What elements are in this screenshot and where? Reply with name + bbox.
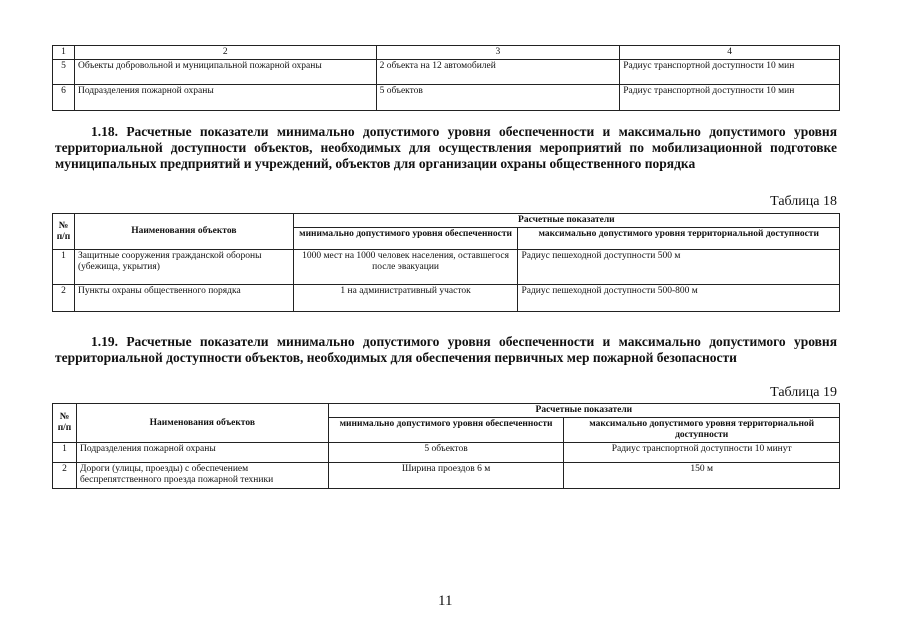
- table-17-continuation: [52, 45, 840, 111]
- table-19-caption: Таблица 19: [770, 385, 837, 400]
- max-value: Радиус транспортной доступности 10 мин: [620, 60, 840, 85]
- section-119-heading: [55, 334, 837, 366]
- col-name-header: Наименования объектов: [74, 214, 293, 250]
- col-num-header: № п/п: [53, 404, 77, 443]
- row-number: 2: [53, 285, 75, 312]
- col-name-header: Наименования объектов: [76, 404, 328, 443]
- table-18-caption: Таблица 18: [770, 194, 837, 209]
- object-name: Пункты охраны общественного порядка: [74, 285, 293, 312]
- section-118-heading-text: 1.18. Расчетные показатели минимально допустимого уровня обеспеченности и максимально допустимого уровня территориальной доступности объектов, необходимых для осуществления мероприятий по мобилизационной подготовке муниципальных предприятий и учреждений, объектов для организации охраны общественного порядка: [55, 124, 837, 171]
- table-18: [52, 213, 840, 312]
- header-cell: 2: [74, 46, 376, 60]
- object-name: Защитные сооружения гражданской обороны (убежища, укрытия): [74, 250, 293, 285]
- min-value: 1 на административный участок: [293, 285, 518, 312]
- max-value: 150 м: [564, 463, 840, 489]
- col-max-header: максимально допустимого уровня территориальной доступности: [518, 228, 840, 250]
- max-value: Радиус пешеходной доступности 500-800 м: [518, 285, 840, 312]
- min-value: 5 объектов: [328, 443, 564, 463]
- col-min-header: минимально допустимого уровня обеспеченности: [328, 418, 564, 443]
- page-number: 11: [438, 593, 453, 609]
- header-cell: 4: [620, 46, 840, 60]
- max-value: Радиус транспортной доступности 10 мин: [620, 85, 840, 111]
- object-name: Объекты добровольной и муниципальной пожарной охраны: [74, 60, 376, 85]
- row-number: 1: [53, 250, 75, 285]
- row-number: 5: [53, 60, 75, 85]
- row-number: 2: [53, 463, 77, 489]
- min-value: Ширина проездов 6 м: [328, 463, 564, 489]
- section-118-heading: [55, 124, 837, 172]
- col-group-header: Расчетные показатели: [293, 214, 839, 228]
- object-name: Дороги (улицы, проезды) с обеспечением беспрепятственного проезда пожарной техники: [76, 463, 328, 489]
- col-min-header: минимально допустимого уровня обеспеченности: [293, 228, 518, 250]
- min-value: 1000 мест на 1000 человек населения, оставшегося после эвакуации: [293, 250, 518, 285]
- max-value: Радиус транспортной доступности 10 минут: [564, 443, 840, 463]
- section-119-heading-text: 1.19. Расчетные показатели минимально допустимого уровня обеспеченности и максимально допустимого уровня территориальной доступности объектов, необходимых для обеспечения первичных мер пожарной безопасности: [55, 334, 837, 365]
- max-value: Радиус пешеходной доступности 500 м: [518, 250, 840, 285]
- row-number: 1: [53, 443, 77, 463]
- min-value: 5 объектов: [376, 85, 620, 111]
- header-cell: 3: [376, 46, 620, 60]
- col-max-header: максимально допустимого уровня территориальной доступности: [564, 418, 840, 443]
- min-value: 2 объекта на 12 автомобилей: [376, 60, 620, 85]
- table-row: [53, 463, 840, 489]
- table-row: [53, 85, 840, 111]
- table-row: [53, 250, 840, 285]
- table-row: [53, 285, 840, 312]
- col-group-header: Расчетные показатели: [328, 404, 839, 418]
- row-number: 6: [53, 85, 75, 111]
- table-row: [53, 60, 840, 85]
- object-name: Подразделения пожарной охраны: [76, 443, 328, 463]
- table-row: [53, 443, 840, 463]
- header-cell: 1: [53, 46, 75, 60]
- table-19: [52, 403, 840, 489]
- object-name: Подразделения пожарной охраны: [74, 85, 376, 111]
- col-num-header: № п/п: [53, 214, 75, 250]
